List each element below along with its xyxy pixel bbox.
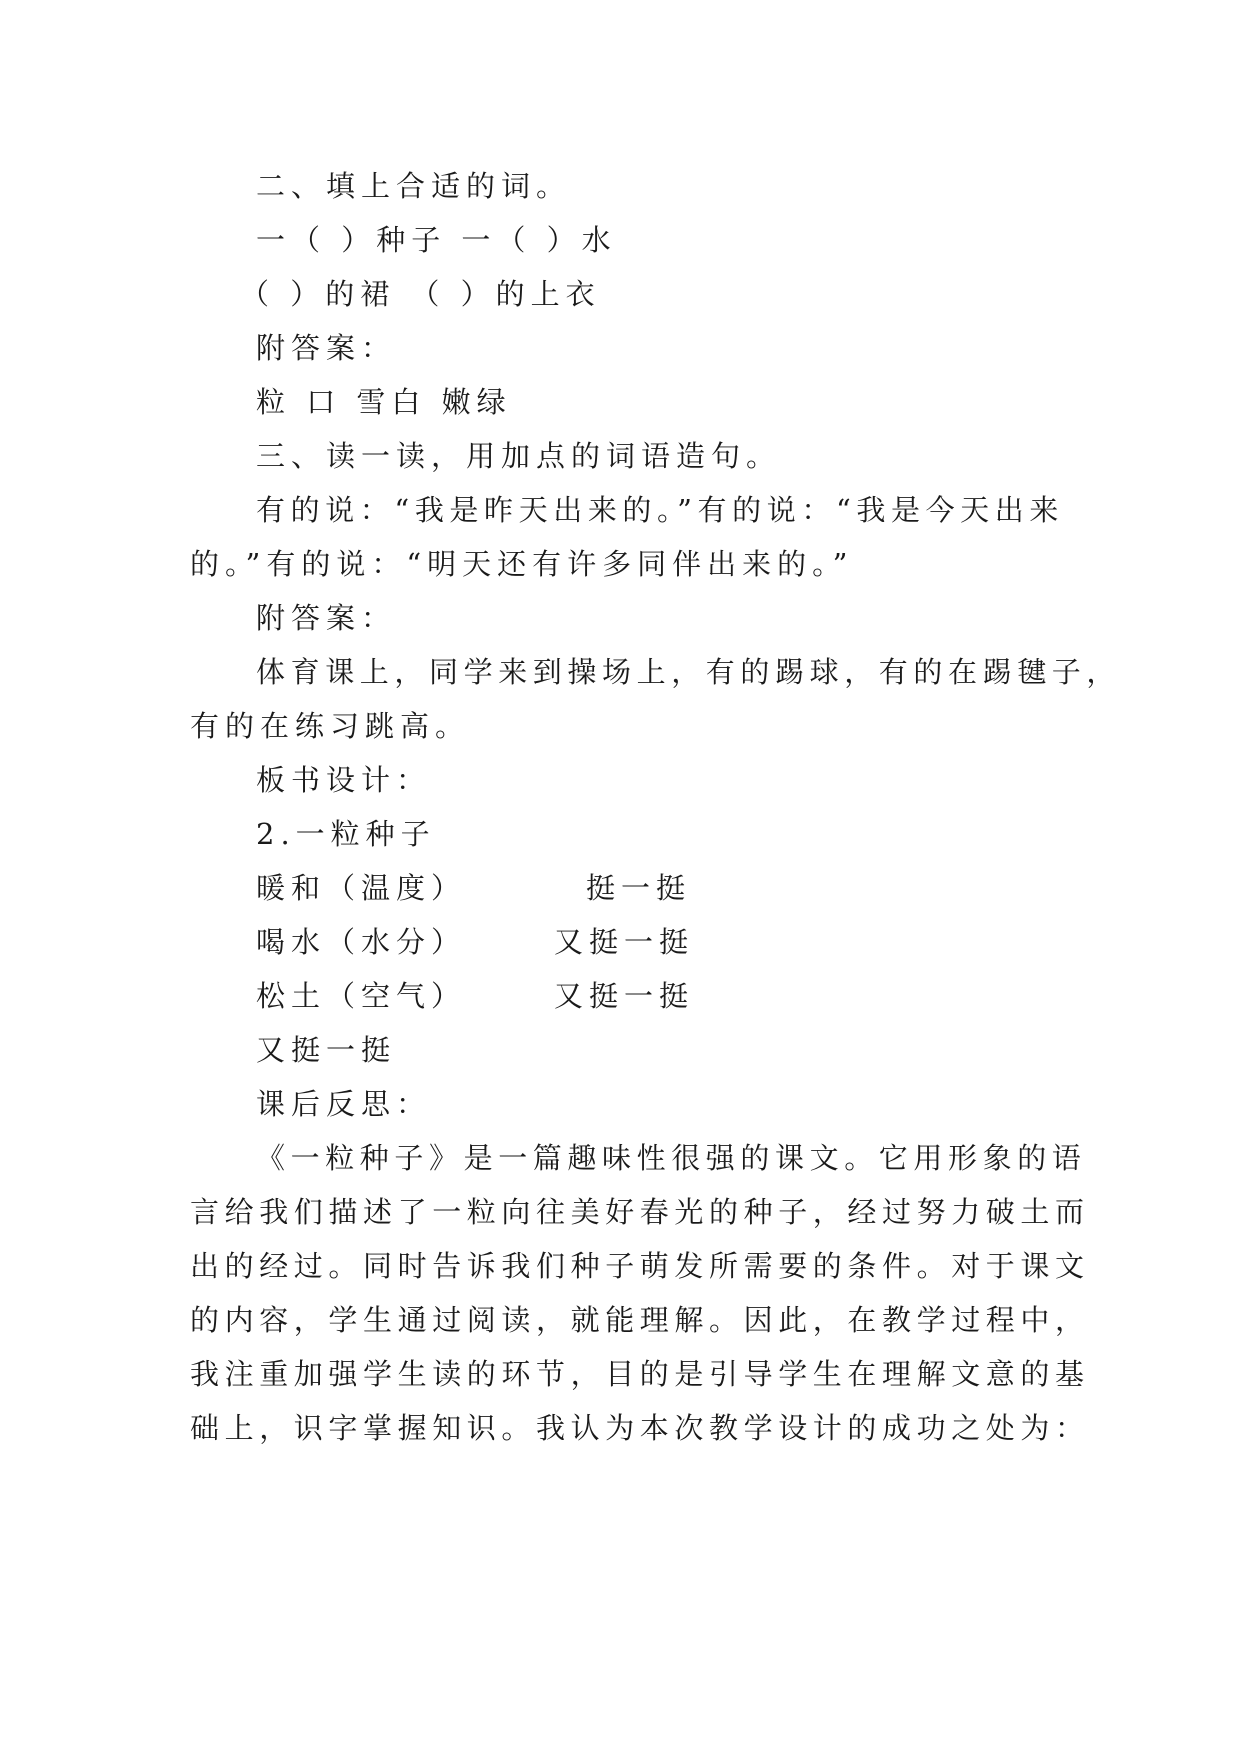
board-design-label: 板书设计： <box>256 763 432 797</box>
board-item-right: 挺一挺 <box>586 871 692 905</box>
board-item-left: 暖和（温度） <box>256 871 467 905</box>
reflection-paragraph-line: 出的经过。同时告诉我们种子萌发所需要的条件。对于课文 <box>190 1249 1090 1283</box>
reflection-label: 课后反思： <box>256 1087 432 1121</box>
section-heading-3: 三、读一读，用加点的词语造句。 <box>256 439 782 473</box>
exercise-line-1: 有的说：“我是昨天出来的。”有的说：“我是今天出来 <box>256 493 1064 527</box>
board-item-left: 喝水（水分） <box>256 925 467 959</box>
reflection-paragraph-line: 的内容，学生通过阅读，就能理解。因此，在教学过程中， <box>190 1303 1090 1337</box>
fill-blank-line-1: 一（ ）种子 一（ ）水 <box>256 223 617 257</box>
board-item-left: 松土（空气） <box>256 979 467 1013</box>
answer-paragraph-line-2: 有的在练习跳高。 <box>190 709 471 743</box>
fill-blank-line-2: （ ）的裙 （ ）的上衣 <box>240 277 601 311</box>
reflection-paragraph-line: 础上，识字掌握知识。我认为本次教学设计的成功之处为： <box>190 1411 1090 1445</box>
answer-label: 附答案： <box>256 601 397 635</box>
reflection-paragraph-line: 我注重加强学生读的环节，目的是引导学生在理解文意的基 <box>190 1357 1090 1391</box>
board-item-right: 又挺一挺 <box>554 925 695 959</box>
board-item-right: 又挺一挺 <box>554 979 695 1013</box>
answer-paragraph-line-1: 体育课上，同学来到操场上，有的踢球，有的在踢毽子， <box>256 655 1122 689</box>
answer-label: 附答案： <box>256 331 397 365</box>
answer-line: 粒 口 雪白 嫩绿 <box>256 385 512 419</box>
section-heading-2: 二、填上合适的词。 <box>256 169 572 203</box>
reflection-paragraph-line: 《一粒种子》是一篇趣味性很强的课文。它用形象的语 <box>256 1141 1087 1175</box>
board-title: 2.一粒种子 <box>256 817 436 851</box>
exercise-line-2: 的。”有的说：“明天还有许多同伴出来的。” <box>190 547 854 581</box>
board-item-left: 又挺一挺 <box>256 1033 397 1067</box>
reflection-paragraph-line: 言给我们描述了一粒向往美好春光的种子，经过努力破土而 <box>190 1195 1090 1229</box>
